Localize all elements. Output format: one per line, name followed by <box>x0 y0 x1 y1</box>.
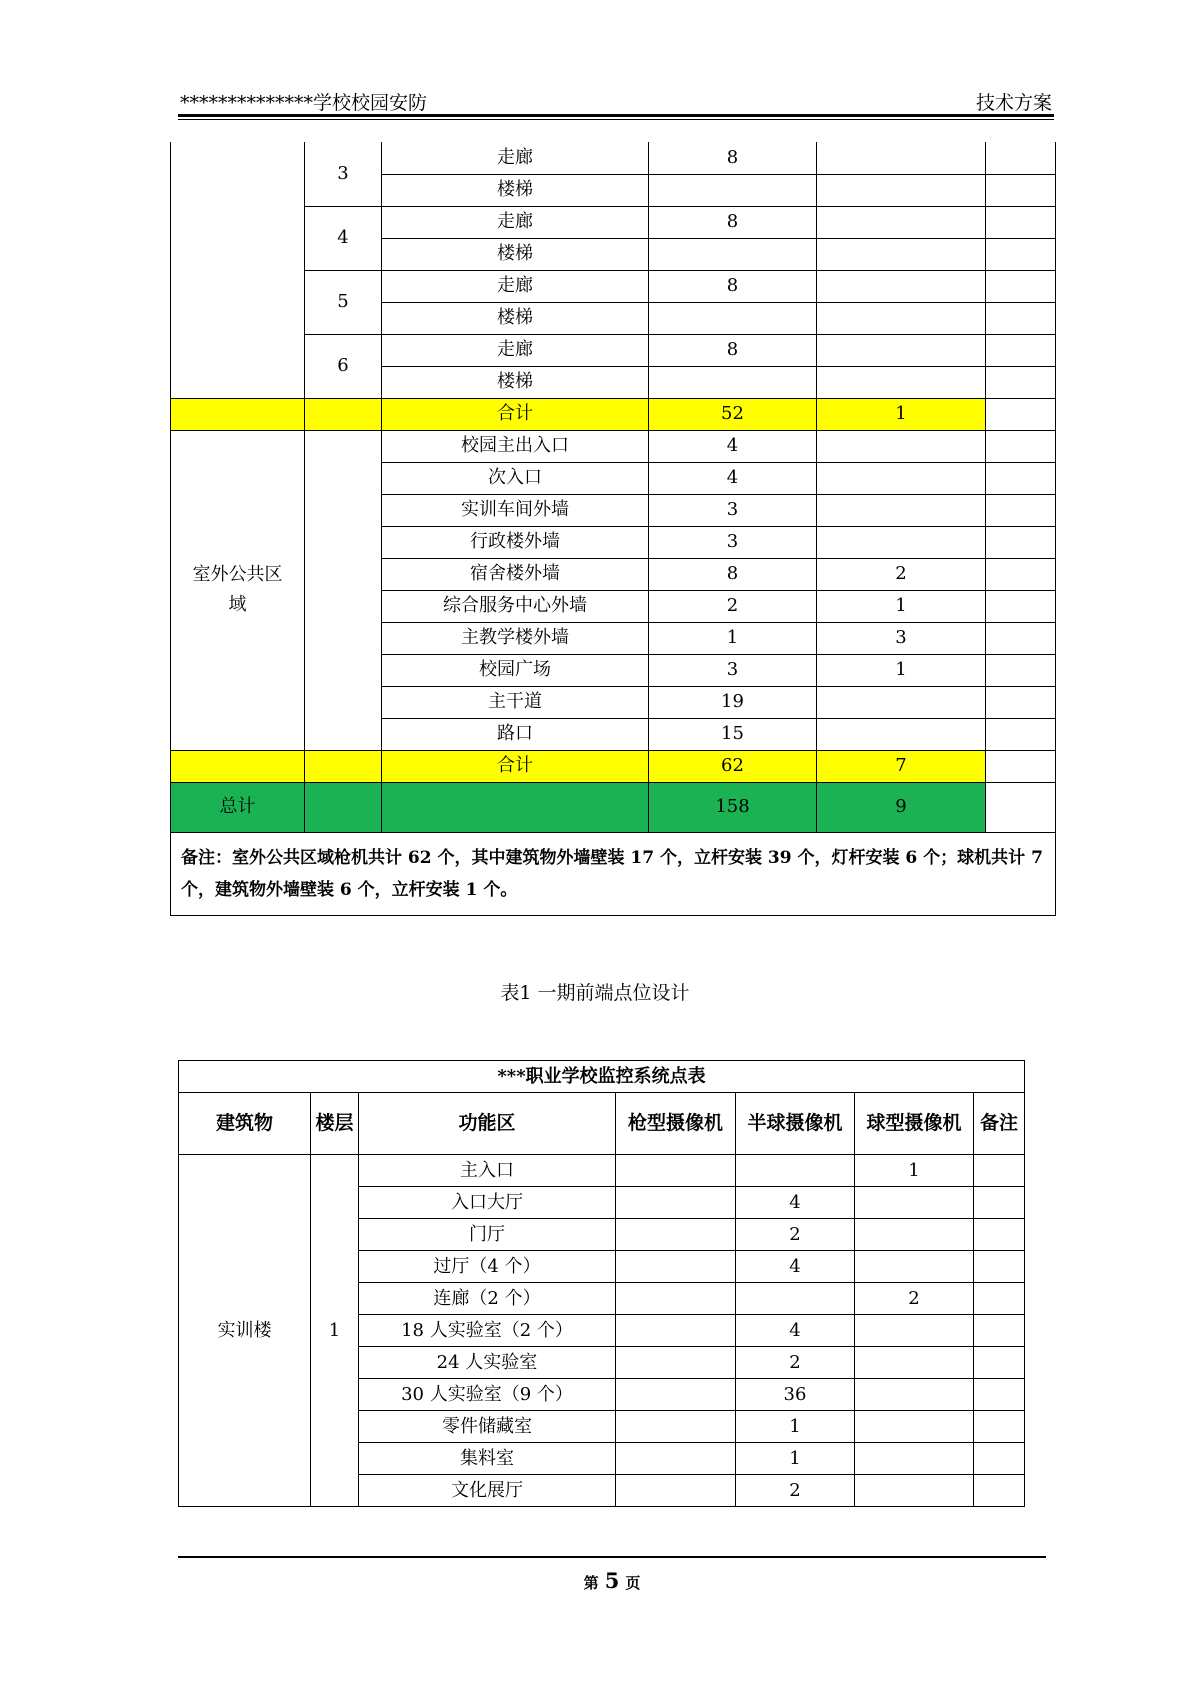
half-dome-count-cell: 2 <box>736 1347 855 1379</box>
area-cell: 实训车间外墙 <box>382 494 649 526</box>
dome-count-cell <box>855 1187 974 1219</box>
remark-cell <box>986 558 1056 590</box>
dome-count-cell <box>817 270 986 302</box>
remark-cell <box>974 1155 1025 1187</box>
gun-count-cell <box>616 1315 736 1347</box>
gun-count-cell: 8 <box>649 206 817 238</box>
gun-count-cell <box>616 1379 736 1411</box>
remark-cell <box>986 270 1056 302</box>
dome-count-cell <box>817 494 986 526</box>
monitoring-points-table <box>178 1060 1025 1507</box>
remark-cell <box>986 302 1056 334</box>
half-dome-count-cell: 1 <box>736 1443 855 1475</box>
dome-count-cell <box>855 1475 974 1507</box>
remark-cell <box>974 1219 1025 1251</box>
gun-count-cell: 15 <box>649 718 817 750</box>
remark-cell <box>974 1443 1025 1475</box>
dome-count-cell <box>855 1443 974 1475</box>
remark-cell <box>986 526 1056 558</box>
remark-cell <box>986 430 1056 462</box>
footer-rule <box>178 1556 1046 1558</box>
half-dome-count-cell: 36 <box>736 1379 855 1411</box>
note-row <box>171 832 1056 915</box>
area-cell: 入口大厅 <box>359 1187 616 1219</box>
area-cell: 过厅（4 个） <box>359 1251 616 1283</box>
subtotal-gun-count: 62 <box>649 750 817 782</box>
grand-total-area-cell <box>382 782 649 832</box>
header-floor: 楼层 <box>311 1093 359 1155</box>
area-cell: 24 人实验室 <box>359 1347 616 1379</box>
gun-count-cell: 8 <box>649 334 817 366</box>
header-gun-camera: 枪型摄像机 <box>616 1093 736 1155</box>
gun-count-cell <box>616 1347 736 1379</box>
gun-count-cell: 8 <box>649 270 817 302</box>
remark-cell <box>986 654 1056 686</box>
remark-cell <box>974 1411 1025 1443</box>
page-number <box>178 1568 1046 1593</box>
dome-count-cell <box>817 718 986 750</box>
subtotal-row <box>171 398 1056 430</box>
area-cell: 综合服务中心外墙 <box>382 590 649 622</box>
subtotal-row <box>171 750 1056 782</box>
dome-count-cell <box>817 462 986 494</box>
remark-cell <box>986 398 1056 430</box>
header-area: 功能区 <box>359 1093 616 1155</box>
dome-count-cell <box>855 1219 974 1251</box>
header-rule <box>178 114 1054 117</box>
remark-cell <box>974 1475 1025 1507</box>
subtotal-dome-count: 1 <box>817 398 986 430</box>
area-cell: 走廊 <box>382 334 649 366</box>
dome-count-cell <box>817 238 986 270</box>
area-cell: 楼梯 <box>382 366 649 398</box>
remark-cell <box>986 718 1056 750</box>
area-cell: 校园广场 <box>382 654 649 686</box>
grand-total-label: 总计 <box>171 782 305 832</box>
area-cell: 宿舍楼外墙 <box>382 558 649 590</box>
page-number-value: 5 <box>604 1567 620 1593</box>
page-number-suffix: 页 <box>625 1573 641 1592</box>
gun-count-cell <box>649 238 817 270</box>
gun-count-cell: 19 <box>649 686 817 718</box>
remark-cell <box>986 174 1056 206</box>
subtotal-floor-cell <box>305 398 382 430</box>
area-cell: 门厅 <box>359 1219 616 1251</box>
half-dome-count-cell: 1 <box>736 1411 855 1443</box>
table-header-row <box>179 1093 1025 1155</box>
half-dome-count-cell <box>736 1155 855 1187</box>
remark-cell <box>974 1283 1025 1315</box>
gun-count-cell: 3 <box>649 526 817 558</box>
page-footer <box>178 1556 1046 1593</box>
half-dome-count-cell: 2 <box>736 1475 855 1507</box>
subtotal-gun-count: 52 <box>649 398 817 430</box>
gun-count-cell: 1 <box>649 622 817 654</box>
dome-count-cell: 2 <box>817 558 986 590</box>
area-cell: 文化展厅 <box>359 1475 616 1507</box>
remark-cell <box>974 1251 1025 1283</box>
remark-cell <box>986 462 1056 494</box>
grand-total-dome-count: 9 <box>817 782 986 832</box>
gun-count-cell: 8 <box>649 142 817 174</box>
area-cell: 18 人实验室（2 个） <box>359 1315 616 1347</box>
page-number-prefix: 第 <box>583 1573 599 1592</box>
dome-count-cell <box>855 1379 974 1411</box>
dome-count-cell <box>855 1315 974 1347</box>
floor-cell <box>305 430 382 750</box>
gun-count-cell <box>616 1475 736 1507</box>
gun-count-cell: 3 <box>649 494 817 526</box>
gun-count-cell <box>616 1443 736 1475</box>
area-cell: 走廊 <box>382 142 649 174</box>
remark-cell <box>986 782 1056 832</box>
table-row <box>179 1155 1025 1187</box>
floor-cell: 5 <box>305 270 382 334</box>
gun-count-cell <box>616 1283 736 1315</box>
area-cell: 主干道 <box>382 686 649 718</box>
gun-count-cell: 4 <box>649 462 817 494</box>
floor-cell: 6 <box>305 334 382 398</box>
dome-count-cell: 3 <box>817 622 986 654</box>
remark-cell <box>986 142 1056 174</box>
area-cell: 楼梯 <box>382 174 649 206</box>
area-cell: 连廊（2 个） <box>359 1283 616 1315</box>
dome-count-cell: 2 <box>855 1283 974 1315</box>
gun-count-cell: 8 <box>649 558 817 590</box>
grand-total-gun-count: 158 <box>649 782 817 832</box>
area-cell: 30 人实验室（9 个） <box>359 1379 616 1411</box>
remark-cell <box>986 366 1056 398</box>
area-cell: 主教学楼外墙 <box>382 622 649 654</box>
area-cell: 零件储藏室 <box>359 1411 616 1443</box>
area-cell: 楼梯 <box>382 238 649 270</box>
area-cell: 主入口 <box>359 1155 616 1187</box>
gun-count-cell <box>616 1155 736 1187</box>
gun-count-cell: 3 <box>649 654 817 686</box>
gun-count-cell <box>616 1187 736 1219</box>
subtotal-building-cell <box>171 750 305 782</box>
header-building: 建筑物 <box>179 1093 311 1155</box>
gun-count-cell <box>649 302 817 334</box>
dome-count-cell <box>817 142 986 174</box>
gun-count-cell <box>616 1251 736 1283</box>
gun-count-cell <box>616 1411 736 1443</box>
building-cell-outdoor: 室外公共区域 <box>171 430 305 750</box>
gun-count-cell <box>616 1219 736 1251</box>
table-title: ***职业学校监控系统点表 <box>179 1061 1025 1093</box>
table-row <box>171 430 1056 462</box>
half-dome-count-cell <box>736 1283 855 1315</box>
header-remark: 备注 <box>974 1093 1025 1155</box>
dome-count-cell: 1 <box>817 590 986 622</box>
dome-count-cell <box>855 1411 974 1443</box>
gun-count-cell: 4 <box>649 430 817 462</box>
header-dome-camera: 球型摄像机 <box>855 1093 974 1155</box>
header-rule-thin <box>178 119 1054 120</box>
dome-count-cell <box>817 302 986 334</box>
dome-count-cell <box>817 430 986 462</box>
remark-cell <box>986 590 1056 622</box>
area-cell: 校园主出入口 <box>382 430 649 462</box>
area-cell: 次入口 <box>382 462 649 494</box>
subtotal-floor-cell <box>305 750 382 782</box>
dome-count-cell <box>855 1251 974 1283</box>
subtotal-dome-count: 7 <box>817 750 986 782</box>
remark-cell <box>974 1187 1025 1219</box>
table-note: 备注：室外公共区域枪机共计 62 个，其中建筑物外墙壁装 17 个，立杆安装 39 个，灯杆安装 6 个；球机共计 7 个，建筑物外墙壁装 6 个，立杆安装 1 个。 <box>171 832 1056 915</box>
remark-cell <box>986 206 1056 238</box>
dome-count-cell <box>817 206 986 238</box>
table-caption: 表1 一期前端点位设计 <box>500 982 690 1004</box>
area-cell: 行政楼外墙 <box>382 526 649 558</box>
subtotal-building-cell <box>171 398 305 430</box>
building-cell <box>171 142 305 398</box>
gun-count-cell <box>649 366 817 398</box>
floor-cell: 4 <box>305 206 382 270</box>
remark-cell <box>986 750 1056 782</box>
remark-cell <box>986 334 1056 366</box>
floor-cell: 1 <box>311 1155 359 1507</box>
remark-cell <box>986 622 1056 654</box>
half-dome-count-cell: 2 <box>736 1219 855 1251</box>
dome-count-cell <box>817 526 986 558</box>
header-title: **************学校校园安防 <box>180 92 428 114</box>
area-cell: 走廊 <box>382 270 649 302</box>
gun-count-cell: 2 <box>649 590 817 622</box>
table-title-row <box>179 1061 1025 1093</box>
grand-total-row <box>171 782 1056 832</box>
remark-cell <box>974 1379 1025 1411</box>
table-row <box>171 142 1056 174</box>
dome-count-cell <box>817 334 986 366</box>
remark-cell <box>986 494 1056 526</box>
remark-cell <box>986 238 1056 270</box>
area-cell: 走廊 <box>382 206 649 238</box>
header-half-dome-camera: 半球摄像机 <box>736 1093 855 1155</box>
dome-count-cell <box>817 366 986 398</box>
half-dome-count-cell: 4 <box>736 1315 855 1347</box>
remark-cell <box>974 1315 1025 1347</box>
building-cell: 实训楼 <box>179 1155 311 1507</box>
half-dome-count-cell: 4 <box>736 1251 855 1283</box>
dome-count-cell <box>855 1347 974 1379</box>
area-cell: 集料室 <box>359 1443 616 1475</box>
area-cell: 楼梯 <box>382 302 649 334</box>
subtotal-label: 合计 <box>382 750 649 782</box>
remark-cell <box>974 1347 1025 1379</box>
area-cell: 路口 <box>382 718 649 750</box>
front-end-points-table <box>170 142 1056 916</box>
header-doc-type: 技术方案 <box>975 92 1052 114</box>
half-dome-count-cell: 4 <box>736 1187 855 1219</box>
remark-cell <box>986 686 1056 718</box>
grand-total-floor-cell <box>305 782 382 832</box>
dome-count-cell <box>817 174 986 206</box>
dome-count-cell <box>817 686 986 718</box>
subtotal-label: 合计 <box>382 398 649 430</box>
dome-count-cell: 1 <box>817 654 986 686</box>
page-header <box>178 84 1054 118</box>
floor-cell: 3 <box>305 142 382 206</box>
dome-count-cell: 1 <box>855 1155 974 1187</box>
gun-count-cell <box>649 174 817 206</box>
